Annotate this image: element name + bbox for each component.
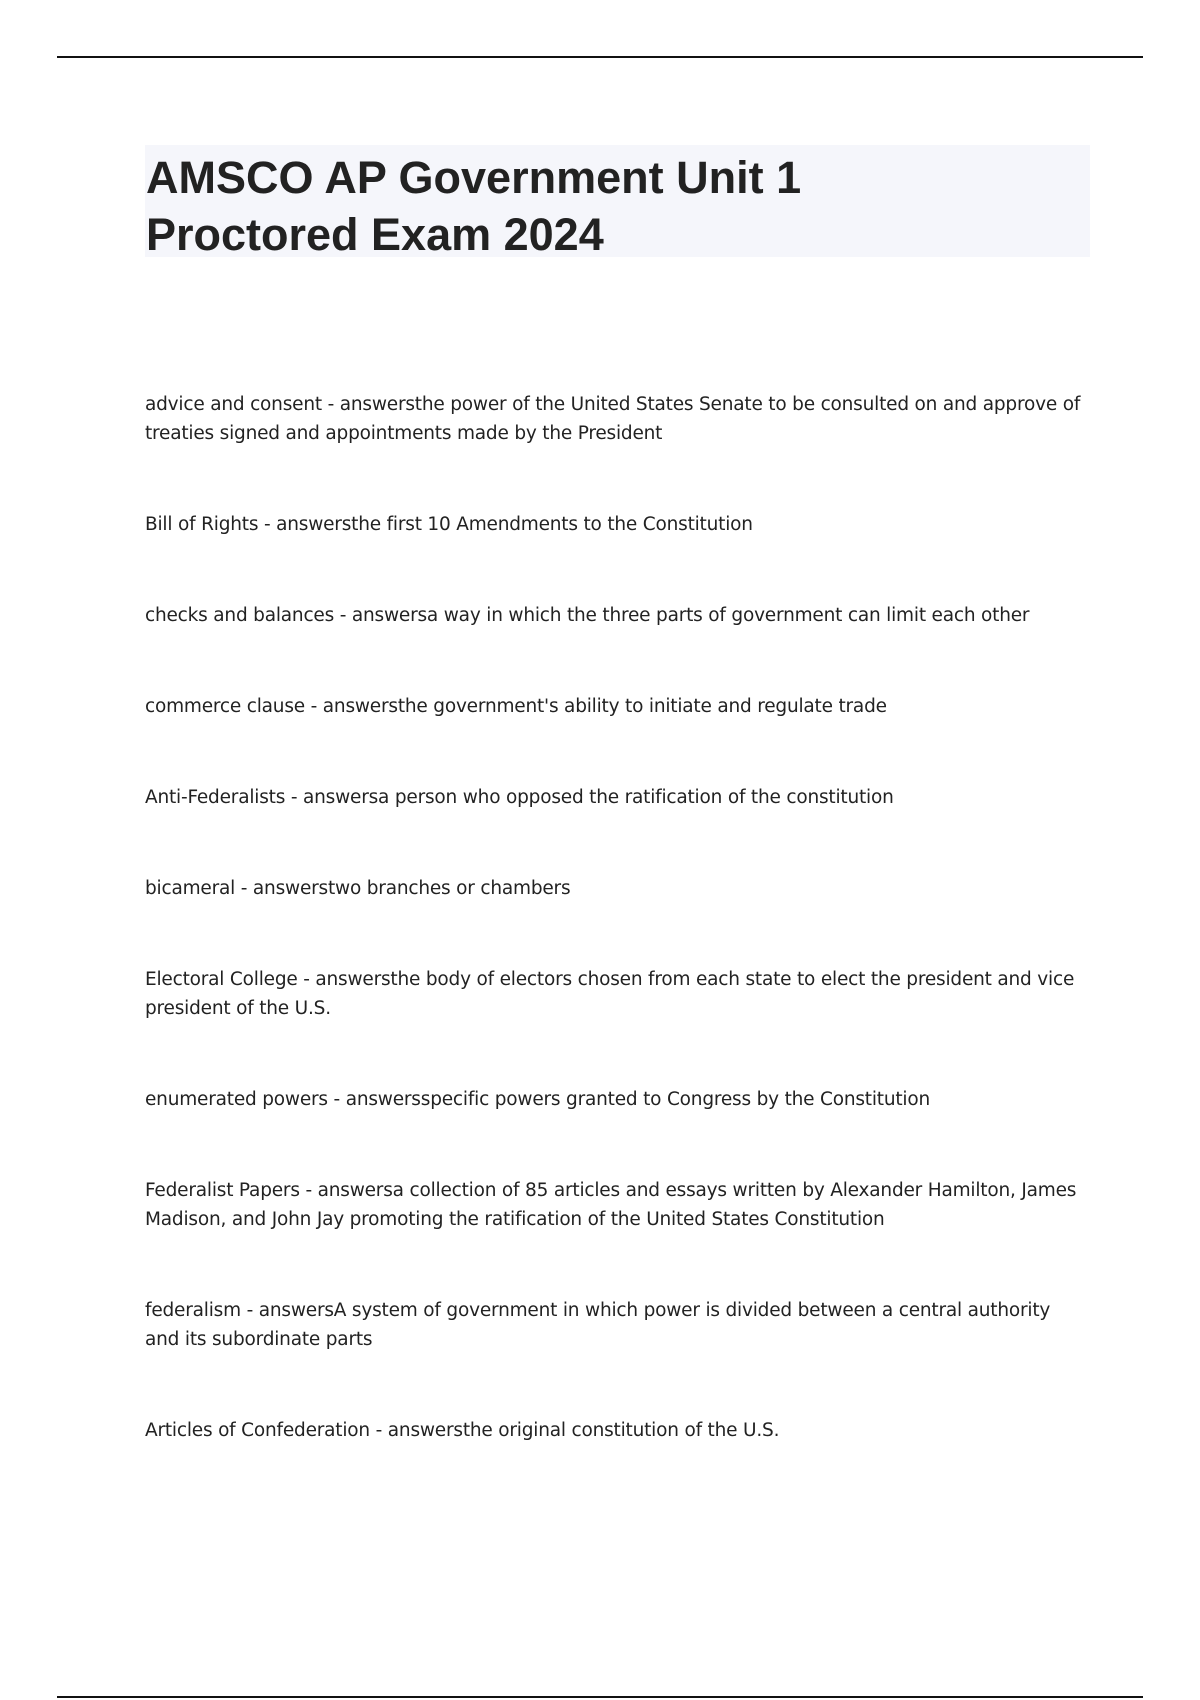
- list-item: bicameral - answerstwo branches or chambers: [145, 878, 571, 899]
- page-title: AMSCO AP Government Unit 1 Proctored Exam 2024: [146, 152, 802, 260]
- list-item: Federalist Papers - answersa collection of 85 articles and essays written by Alexander Hamilton, James Madison, and John Jay promoting the ratification of the United States Constitution: [145, 1180, 1077, 1230]
- top-rule: [57, 56, 1143, 58]
- list-item: federalism - answersA system of government in which power is divided between a central authority and its subordinate parts: [145, 1300, 1051, 1350]
- bottom-rule: [57, 1696, 1143, 1698]
- flashcard-list: [145, 390, 1085, 1507]
- list-item: Bill of Rights - answersthe first 10 Amendments to the Constitution: [145, 514, 753, 535]
- list-item: Electoral College - answersthe body of electors chosen from each state to elect the president and vice president of the U.S.: [145, 969, 1075, 1019]
- list-item: commerce clause - answersthe government's ability to initiate and regulate trade: [145, 696, 887, 717]
- list-item: enumerated powers - answersspecific powers granted to Congress by the Constitution: [145, 1089, 931, 1110]
- list-item: checks and balances - answersa way in which the three parts of government can limit each other: [145, 605, 1030, 626]
- list-item: Anti-Federalists - answersa person who opposed the ratification of the constitution: [145, 787, 894, 808]
- list-item: Articles of Confederation - answersthe original constitution of the U.S.: [145, 1420, 780, 1441]
- list-item: advice and consent - answersthe power of the United States Senate to be consulted on and approve of treaties signed and appointments made by the President: [145, 394, 1081, 444]
- title-block: [145, 145, 1090, 260]
